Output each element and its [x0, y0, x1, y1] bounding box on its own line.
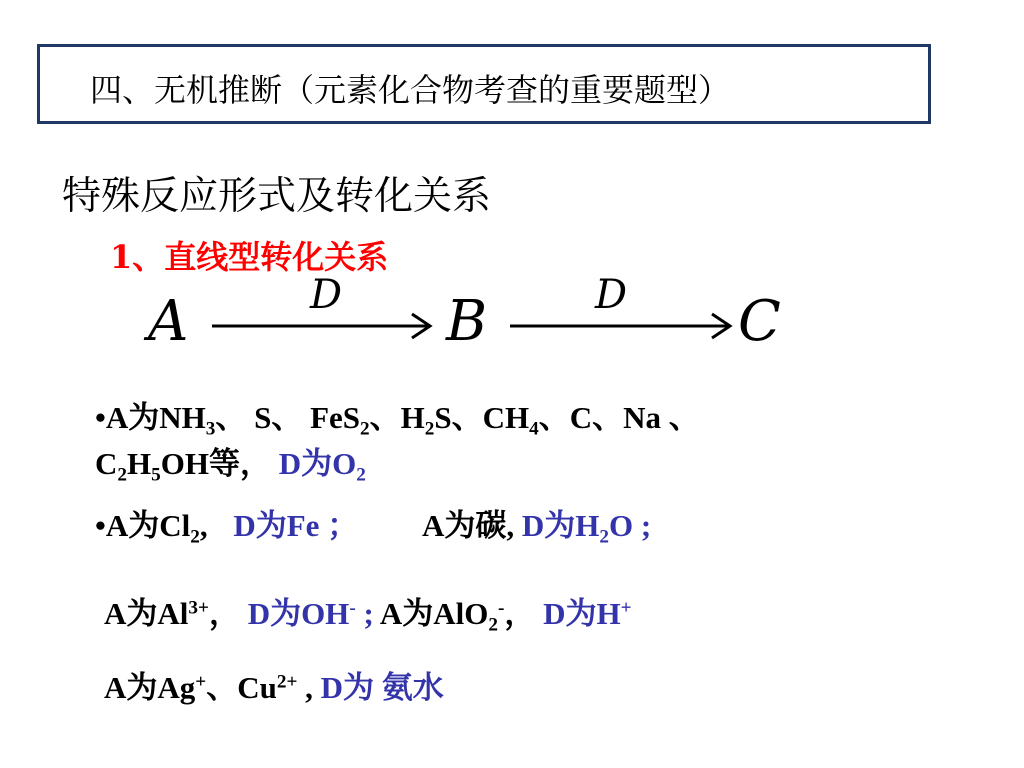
reagent-note: D为$O_2$ — [278, 446, 366, 486]
reagent-1: D — [310, 272, 343, 318]
bullet-dot: • — [95, 508, 106, 543]
aluminum-line: A为$Al^{3+}$， D为OH- ; A为AlO$_2$-， D为H+ — [104, 596, 632, 636]
node-a: A — [148, 289, 189, 354]
reagent-2: D — [595, 272, 628, 318]
bullet-1-line-1: •A为$NH_3$、 S、 FeS$_2$、$H_2S$、$CH_4$、C、Na 、 — [95, 400, 700, 440]
node-c: C — [738, 289, 781, 354]
bullet-2-line: •A为$Cl_2$, D为Fe ； A为碳, D为$H_2O$ ; — [95, 508, 652, 548]
node-b: B — [446, 289, 488, 354]
title-box — [37, 44, 931, 124]
slide-title: 四、无机推断（元素化合物考查的重要题型） — [90, 71, 731, 109]
conversion-diagram — [140, 268, 800, 358]
subheading: 特殊反应形式及转化关系 — [62, 174, 492, 219]
silver-copper-line: A为Ag+、$Cu^{2+}$ , D为 氨水 — [104, 670, 444, 705]
bullet-dot: • — [95, 400, 106, 435]
bullet-1-line-2: $C_2H_5OH$等， D为$O_2$ — [95, 446, 366, 486]
section-label: 1、直线型转化关系 — [110, 238, 389, 276]
